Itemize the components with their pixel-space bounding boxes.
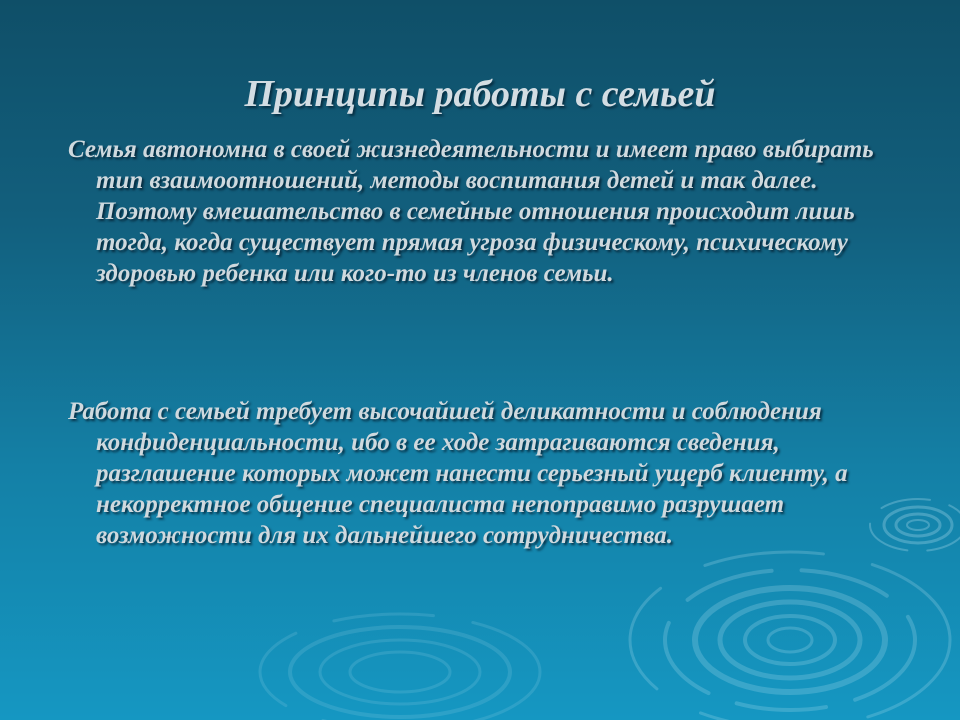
body-paragraph-confidentiality: Работа с семьей требует высочайшей деликатности и соблюдения конфиденциальности, ибо в ее ходе затрагиваются сведения, разглашение которых может нанести серьезный ущерб клиенту, а некорректное общение специалиста непоправимо разрушает возможности для их дальнейшего сотрудничества. bbox=[68, 398, 848, 549]
ripple-faint bbox=[260, 614, 540, 720]
slide-title: Принципы работы с семьей bbox=[244, 73, 716, 115]
body-paragraph-autonomy: Семья автономна в своей жизнедеятельности и имеет право выбирать тип взаимоотношений, методы воспитания детей и так далее. Поэтому вмешательство в семейные отношения происходит лишь тогда, когда существует прямая угроза физическому, психическому здоровью ребенка или кого-то из членов семьи. bbox=[68, 136, 874, 287]
ripple-large bbox=[630, 552, 950, 720]
